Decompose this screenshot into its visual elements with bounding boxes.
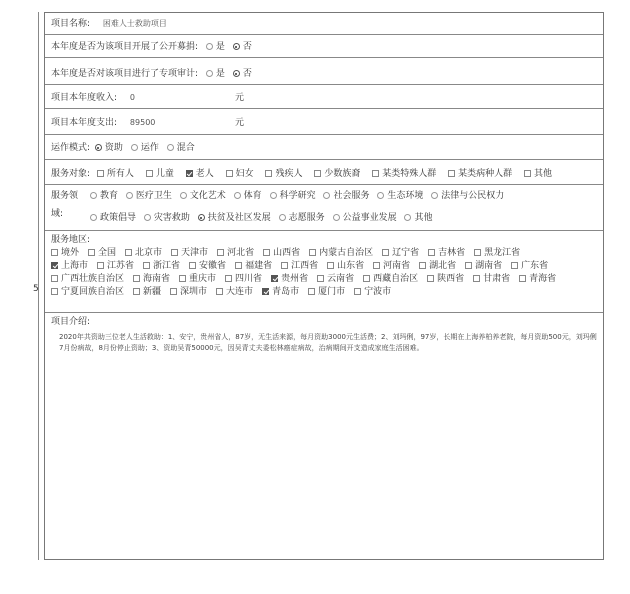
service-area-line	[51, 260, 603, 273]
operation-mode-operate-label: 运作	[140, 143, 159, 153]
special-audit-row	[45, 58, 603, 85]
area-checkbox[interactable]	[354, 288, 361, 295]
target-elderly-checkbox[interactable]	[186, 170, 193, 177]
area-option	[308, 286, 345, 299]
area-checkbox[interactable]	[382, 249, 389, 256]
area-option	[511, 260, 548, 273]
project-name-value: 困难人士救助项目	[102, 19, 167, 28]
area-option	[419, 260, 456, 273]
area-checkbox[interactable]	[189, 262, 196, 269]
field-public-welfare-radio[interactable]	[333, 214, 340, 221]
public-fundraising-no-label: 否	[242, 42, 252, 52]
income-unit: 元	[235, 93, 245, 103]
area-option	[125, 247, 162, 260]
income-row	[45, 85, 603, 109]
area-checkbox[interactable]	[225, 275, 232, 282]
area-label: 宁波市	[364, 287, 392, 297]
area-label: 广西壮族自治区	[61, 274, 125, 284]
target-disease-group-label: 某类病种人群	[458, 169, 513, 179]
area-label: 河南省	[383, 261, 411, 271]
target-disabled-label: 残疾人	[275, 169, 303, 179]
area-label: 大连市	[226, 287, 254, 297]
area-checkbox[interactable]	[217, 249, 224, 256]
special-audit-yes-label: 是	[215, 69, 225, 79]
area-option	[271, 273, 308, 286]
area-option	[189, 260, 226, 273]
area-label: 湖北省	[429, 261, 457, 271]
public-fundraising-label: 本年度是否为该项目开展了公开募捐:	[51, 42, 199, 52]
area-option	[97, 260, 134, 273]
field-research-label: 科学研究	[279, 191, 316, 201]
expense-row	[45, 109, 603, 135]
service-area-label: 服务地区:	[51, 235, 91, 245]
field-poverty-radio[interactable]	[198, 214, 205, 221]
service-area-line	[51, 273, 603, 286]
target-women-label: 妇女	[235, 169, 254, 179]
area-label: 海南省	[143, 274, 171, 284]
area-checkbox[interactable]	[179, 275, 186, 282]
service-field-line1	[85, 190, 603, 202]
field-poverty-label: 扶贫及社区发展	[207, 213, 271, 223]
area-checkbox[interactable]	[428, 249, 435, 256]
area-option	[51, 260, 88, 273]
target-children-checkbox[interactable]	[146, 170, 153, 177]
area-option	[88, 247, 116, 260]
special-audit-yes-radio[interactable]	[206, 70, 213, 77]
area-label: 浙江省	[153, 261, 181, 271]
area-checkbox[interactable]	[262, 288, 269, 295]
field-policy-radio[interactable]	[90, 214, 97, 221]
area-checkbox[interactable]	[216, 288, 223, 295]
area-label: 江苏省	[107, 261, 135, 271]
project-name-label: 项目名称:	[51, 19, 91, 29]
area-label: 上海市	[61, 261, 89, 271]
target-disabled-checkbox[interactable]	[265, 170, 272, 177]
area-option	[179, 273, 216, 286]
area-option	[427, 273, 464, 286]
project-form	[44, 12, 604, 560]
special-audit-no-radio[interactable]	[233, 70, 240, 77]
area-option	[474, 247, 520, 260]
area-checkbox[interactable]	[473, 275, 480, 282]
expense-value: 89500	[129, 118, 156, 127]
area-checkbox[interactable]	[235, 262, 242, 269]
area-label: 山东省	[337, 261, 365, 271]
target-children-label: 儿童	[155, 169, 174, 179]
service-area-options	[51, 247, 603, 299]
income-value: 0	[129, 93, 136, 102]
area-checkbox[interactable]	[511, 262, 518, 269]
target-other-label: 其他	[534, 169, 553, 179]
area-option	[133, 273, 170, 286]
operation-mode-operate-radio[interactable]	[131, 144, 138, 151]
area-label: 广东省	[521, 261, 549, 271]
field-social-service-radio[interactable]	[323, 192, 330, 199]
field-environment-radio[interactable]	[377, 192, 384, 199]
area-option	[235, 260, 272, 273]
area-checkbox[interactable]	[427, 275, 434, 282]
area-option	[363, 273, 418, 286]
area-label: 深圳市	[180, 287, 208, 297]
area-checkbox[interactable]	[143, 262, 150, 269]
area-label: 山西省	[273, 248, 301, 258]
area-label: 新疆	[143, 287, 162, 297]
public-fundraising-yes-radio[interactable]	[206, 43, 213, 50]
area-label: 贵州省	[281, 274, 309, 284]
field-other-radio[interactable]	[404, 214, 411, 221]
service-area-line	[51, 247, 603, 260]
field-sports-label: 体育	[243, 191, 262, 201]
area-option	[465, 260, 502, 273]
area-checkbox[interactable]	[125, 249, 132, 256]
area-option	[171, 247, 208, 260]
area-option	[51, 286, 124, 299]
area-label: 河北省	[227, 248, 255, 258]
intro-text: 2020年共资助三位老人生活救助：1、安宁，贵州省人，87岁，无生活来源，每月资助3000元生活费；2、刘玛俐，97岁，长期在上海养柏养老院，每月资助500元，刘玛俐7月份病故，8月份停止资助；3、资助吴青50000元，因吴青丈夫委松林癌症病故，治病期间开支造成家庭生活困难。	[59, 333, 597, 352]
field-social-service-label: 社会服务	[333, 191, 370, 201]
public-fundraising-no-radio[interactable]	[233, 43, 240, 50]
area-option	[217, 247, 254, 260]
area-option	[327, 260, 364, 273]
area-label: 甘肃省	[483, 274, 511, 284]
area-checkbox[interactable]	[97, 262, 104, 269]
target-disease-group-checkbox[interactable]	[448, 170, 455, 177]
special-audit-no-label: 否	[242, 69, 252, 79]
area-option	[373, 260, 410, 273]
area-option	[382, 247, 419, 260]
expense-unit: 元	[235, 118, 245, 128]
area-checkbox[interactable]	[317, 275, 324, 282]
row-marker: 5	[33, 284, 39, 294]
area-checkbox[interactable]	[281, 262, 288, 269]
area-checkbox[interactable]	[170, 288, 177, 295]
field-education-radio[interactable]	[90, 192, 97, 199]
area-checkbox[interactable]	[51, 249, 58, 256]
area-checkbox[interactable]	[51, 275, 58, 282]
service-area-row	[45, 231, 603, 313]
service-targets-row	[45, 160, 603, 185]
operation-mode-mixed-radio[interactable]	[167, 144, 174, 151]
service-field-label-line1: 服务领	[51, 191, 79, 201]
area-option	[263, 247, 300, 260]
target-women-checkbox[interactable]	[226, 170, 233, 177]
project-name-row	[45, 13, 603, 35]
area-checkbox[interactable]	[133, 275, 140, 282]
area-checkbox[interactable]	[519, 275, 526, 282]
operation-mode-mixed-label: 混合	[176, 143, 195, 153]
operation-mode-fund-label: 资助	[104, 143, 123, 153]
intro-row	[45, 313, 603, 559]
area-label: 吉林省	[438, 248, 466, 258]
area-checkbox[interactable]	[419, 262, 426, 269]
area-option	[216, 286, 253, 299]
operation-mode-fund-radio[interactable]	[95, 144, 102, 151]
area-checkbox[interactable]	[309, 249, 316, 256]
field-culture-label: 文化艺术	[189, 191, 226, 201]
area-label: 厦门市	[318, 287, 346, 297]
target-special-group-checkbox[interactable]	[372, 170, 379, 177]
area-option	[51, 273, 124, 286]
operation-mode-label: 运作模式:	[51, 143, 91, 153]
target-other-checkbox[interactable]	[524, 170, 531, 177]
target-special-group-label: 某类特殊人群	[382, 169, 437, 179]
field-sports-radio[interactable]	[234, 192, 241, 199]
field-disaster-label: 灾害救助	[153, 213, 190, 223]
area-option	[225, 273, 262, 286]
field-education-label: 教育	[100, 191, 119, 201]
area-label: 云南省	[327, 274, 355, 284]
field-public-welfare-label: 公益事业发展	[342, 213, 397, 223]
area-label: 内蒙古自治区	[319, 248, 374, 258]
area-option	[170, 286, 207, 299]
area-checkbox[interactable]	[474, 249, 481, 256]
public-fundraising-row	[45, 35, 603, 58]
expense-label: 项目本年度支出:	[51, 118, 118, 128]
field-volunteer-radio[interactable]	[279, 214, 286, 221]
area-option	[428, 247, 465, 260]
service-area-line	[51, 286, 603, 299]
area-label: 江西省	[291, 261, 319, 271]
area-option	[51, 247, 79, 260]
area-label: 全国	[98, 248, 117, 258]
special-audit-label: 本年度是否对该项目进行了专项审计:	[51, 69, 199, 79]
area-label: 西藏自治区	[373, 274, 419, 284]
area-checkbox[interactable]	[271, 275, 278, 282]
operation-mode-row	[45, 135, 603, 160]
area-option	[317, 273, 354, 286]
service-targets-label: 服务对象:	[51, 169, 91, 179]
area-label: 青岛市	[272, 287, 300, 297]
area-option	[519, 273, 556, 286]
target-all-label: 所有人	[106, 169, 134, 179]
field-law-radio[interactable]	[431, 192, 438, 199]
area-checkbox[interactable]	[465, 262, 472, 269]
field-other-label: 其他	[414, 213, 433, 223]
area-option	[281, 260, 318, 273]
area-checkbox[interactable]	[171, 249, 178, 256]
field-law-label: 法律与公民权力	[441, 191, 505, 201]
public-fundraising-yes-label: 是	[215, 42, 225, 52]
field-culture-radio[interactable]	[180, 192, 187, 199]
income-label: 项目本年度收入:	[51, 93, 118, 103]
area-option	[262, 286, 299, 299]
service-field-row	[45, 185, 603, 231]
area-label: 陕西省	[437, 274, 465, 284]
area-checkbox[interactable]	[308, 288, 315, 295]
area-label: 境外	[61, 248, 80, 258]
field-policy-label: 政策倡导	[100, 213, 137, 223]
field-research-radio[interactable]	[270, 192, 277, 199]
field-medical-radio[interactable]	[126, 192, 133, 199]
area-checkbox[interactable]	[51, 288, 58, 295]
area-label: 北京市	[135, 248, 163, 258]
area-checkbox[interactable]	[373, 262, 380, 269]
area-label: 辽宁省	[392, 248, 420, 258]
area-label: 黑龙江省	[484, 248, 521, 258]
service-field-label-line2: 域:	[51, 209, 64, 219]
area-label: 青海省	[529, 274, 557, 284]
area-option	[473, 273, 510, 286]
target-minority-checkbox[interactable]	[314, 170, 321, 177]
area-label: 福建省	[245, 261, 273, 271]
area-label: 湖南省	[475, 261, 503, 271]
area-checkbox[interactable]	[133, 288, 140, 295]
area-label: 四川省	[235, 274, 263, 284]
target-elderly-label: 老人	[195, 169, 214, 179]
area-label: 安徽省	[199, 261, 227, 271]
area-checkbox[interactable]	[363, 275, 370, 282]
service-field-label	[51, 190, 78, 220]
area-label: 天津市	[181, 248, 209, 258]
area-option	[309, 247, 373, 260]
target-minority-label: 少数族裔	[324, 169, 361, 179]
field-environment-label: 生态环境	[387, 191, 424, 201]
area-checkbox[interactable]	[88, 249, 95, 256]
intro-label: 项目介绍:	[51, 317, 91, 327]
area-checkbox[interactable]	[327, 262, 334, 269]
area-option	[133, 286, 161, 299]
target-all-checkbox[interactable]	[97, 170, 104, 177]
area-option	[354, 286, 391, 299]
field-disaster-radio[interactable]	[144, 214, 151, 221]
service-field-line2	[85, 212, 603, 224]
field-volunteer-label: 志愿服务	[288, 213, 325, 223]
area-label: 宁夏回族自治区	[61, 287, 125, 297]
area-label: 重庆市	[189, 274, 217, 284]
area-checkbox[interactable]	[263, 249, 270, 256]
field-medical-label: 医疗卫生	[135, 191, 172, 201]
area-checkbox[interactable]	[51, 262, 58, 269]
area-option	[143, 260, 180, 273]
